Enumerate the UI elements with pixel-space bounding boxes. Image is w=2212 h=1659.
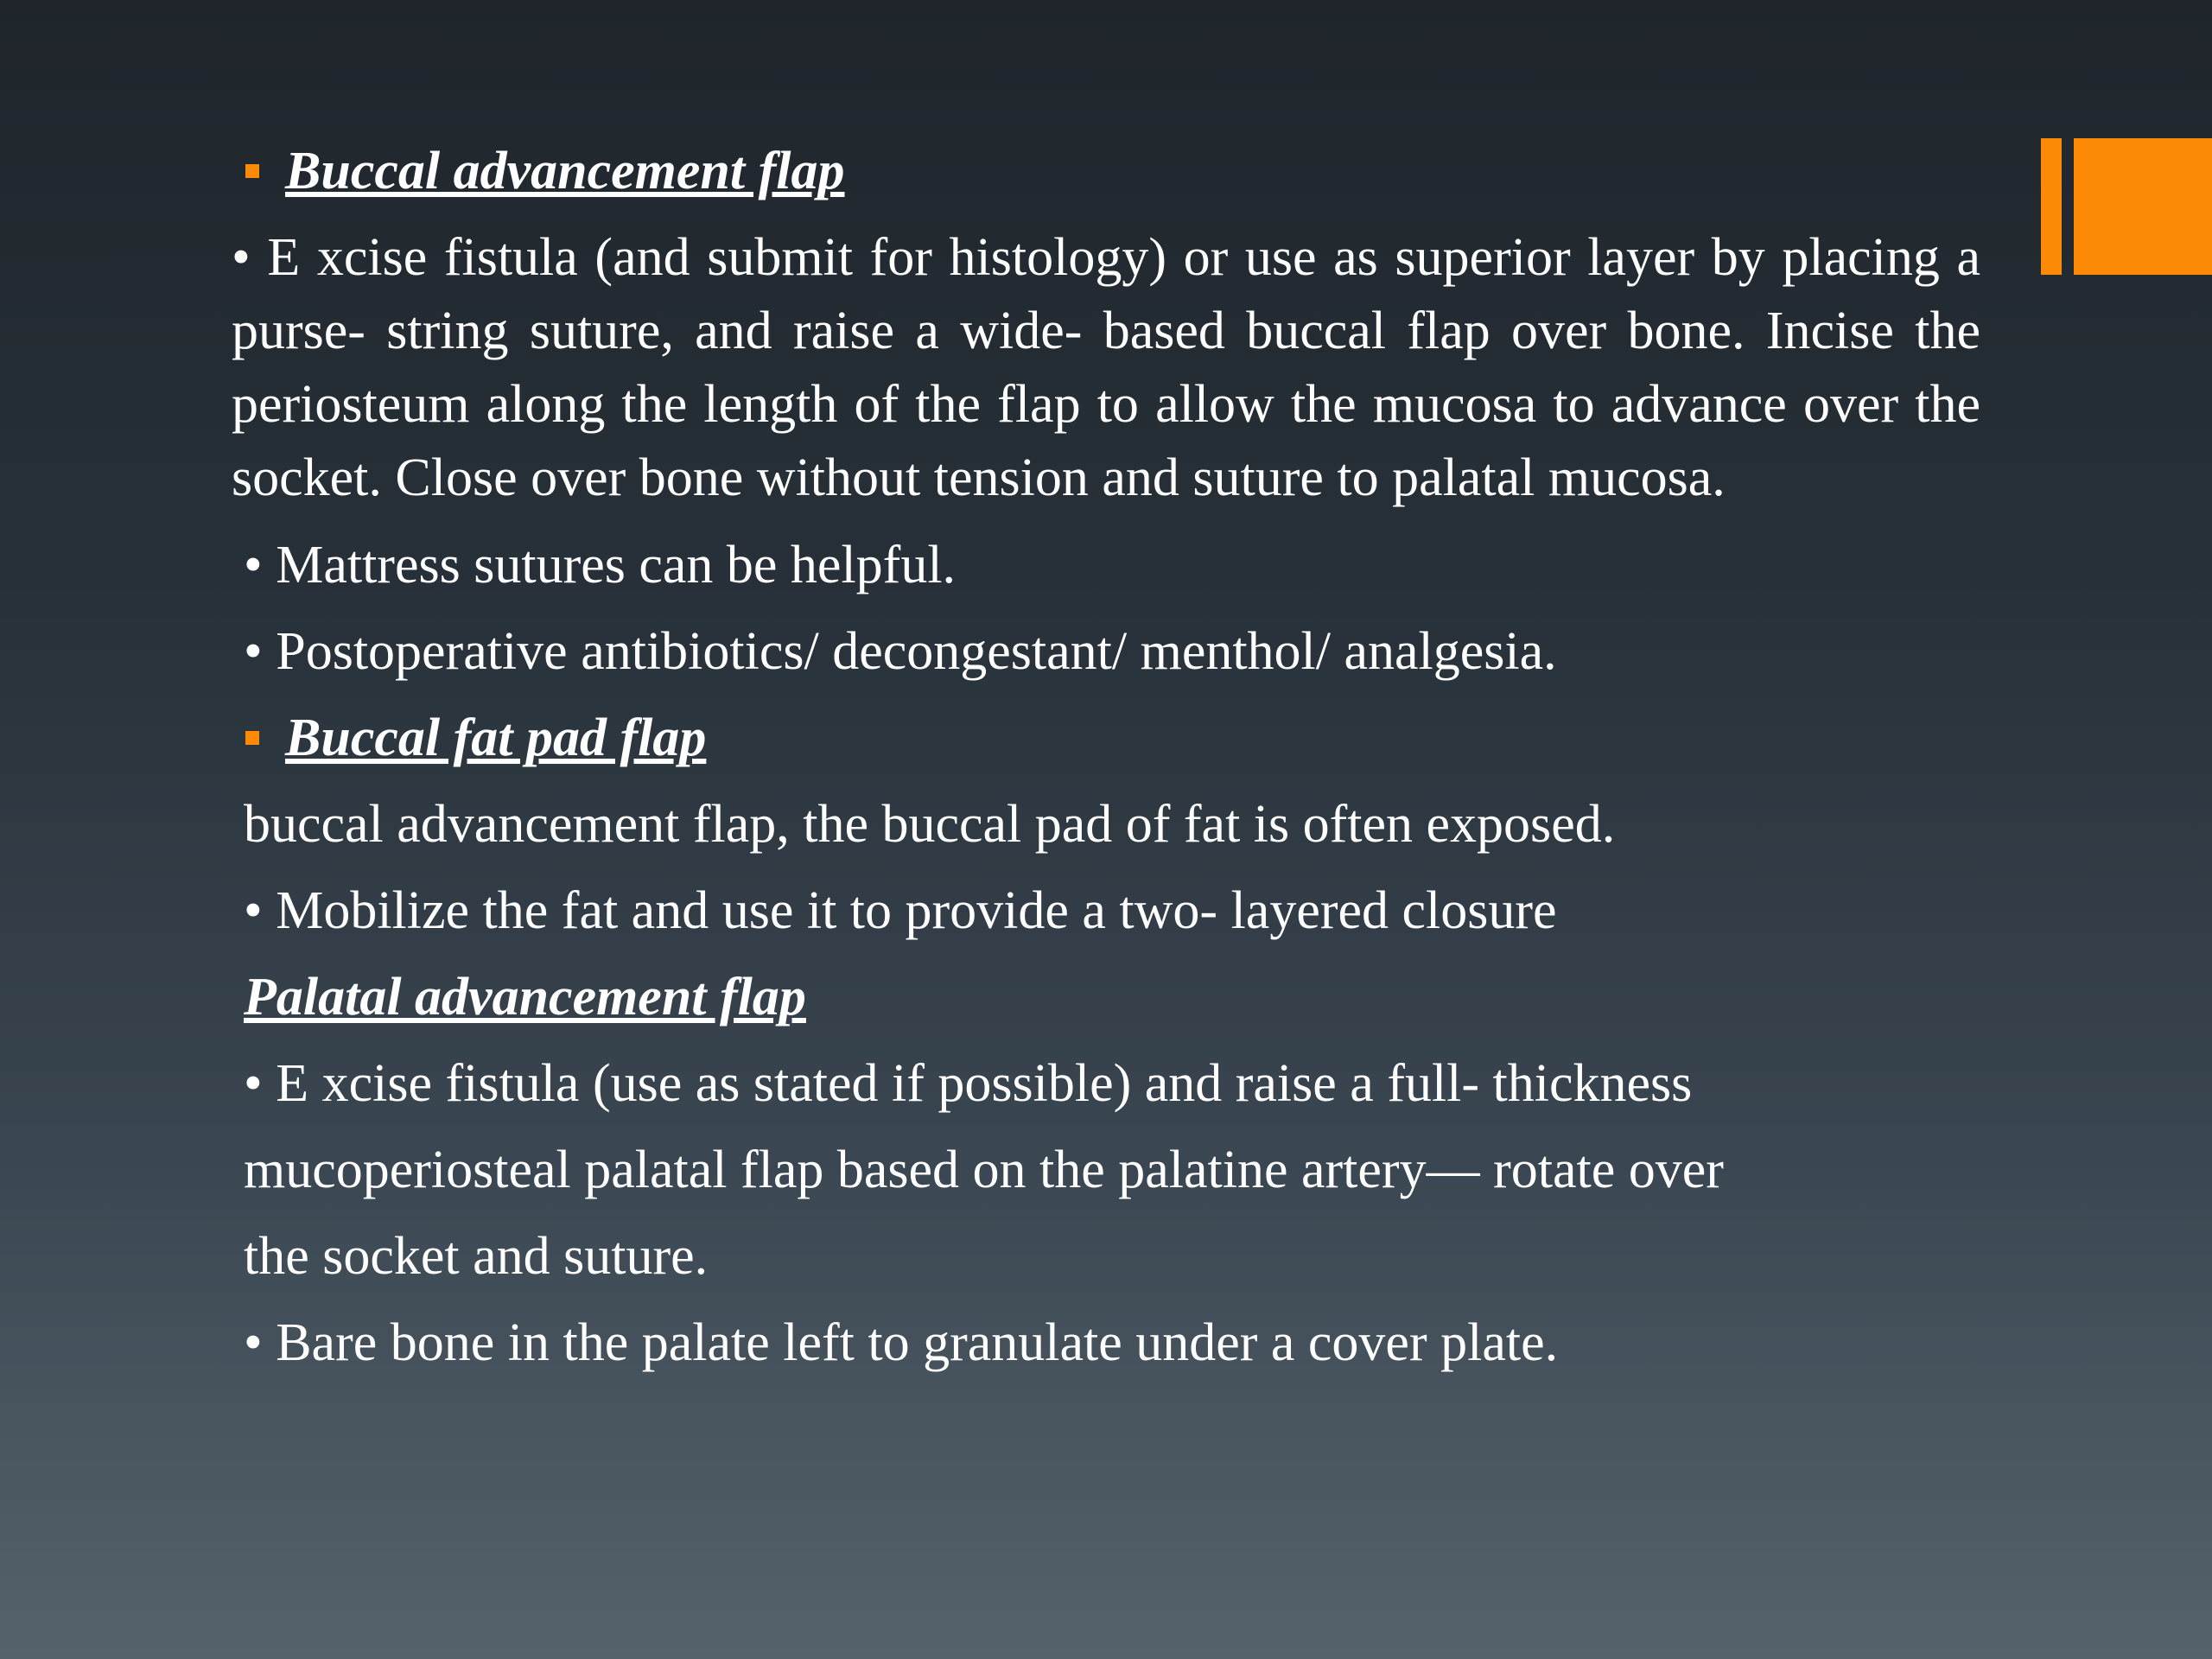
slide-content bbox=[232, 128, 1980, 1386]
bullet-postoperative-care: • Postoperative antibiotics/ decongestant/ menthol/ analgesia. bbox=[244, 622, 1557, 681]
accent-bar-thin bbox=[2041, 138, 2062, 275]
section-buccal-fat-pad-heading-row bbox=[245, 695, 1980, 781]
heading-buccal-advancement-flap: Buccal advancement flap bbox=[285, 142, 845, 200]
accent-bar-block bbox=[2074, 138, 2212, 275]
square-bullet-icon bbox=[245, 731, 259, 745]
bullet-mattress-sutures: • Mattress sutures can be helpful. bbox=[244, 536, 957, 594]
paragraph-buccal-advancement-procedure: • E xcise fistula (and submit for histology) or use as superior layer by placing a purse- string suture, and raise a wide- based buccal flap over bone. Incise the periosteum along the length of the flap to allow the mucosa to advance over the socket. Close over bone without tension and suture to palatal mucosa. bbox=[232, 228, 1980, 507]
section-buccal-advancement-heading-row bbox=[245, 128, 1980, 214]
heading-palatal-advancement-flap: Palatal advancement flap bbox=[244, 968, 806, 1027]
square-bullet-icon bbox=[245, 164, 259, 178]
bullet-mobilize-fat: • Mobilize the fat and use it to provide a two- layered closure bbox=[244, 881, 1557, 940]
bullet-bare-bone: • Bare bone in the palate left to granulate under a cover plate. bbox=[244, 1313, 1559, 1372]
line-buccal-fat-exposed: buccal advancement flap, the buccal pad of fat is often exposed. bbox=[244, 795, 1616, 854]
line-palatal-suture: the socket and suture. bbox=[244, 1227, 709, 1286]
heading-buccal-fat-pad-flap: Buccal fat pad flap bbox=[285, 709, 707, 767]
line-palatal-excise: • E xcise fistula (use as stated if possible) and raise a full- thickness bbox=[244, 1054, 1693, 1113]
line-palatal-flap: mucoperiosteal palatal flap based on the palatine artery— rotate over bbox=[244, 1141, 1724, 1199]
